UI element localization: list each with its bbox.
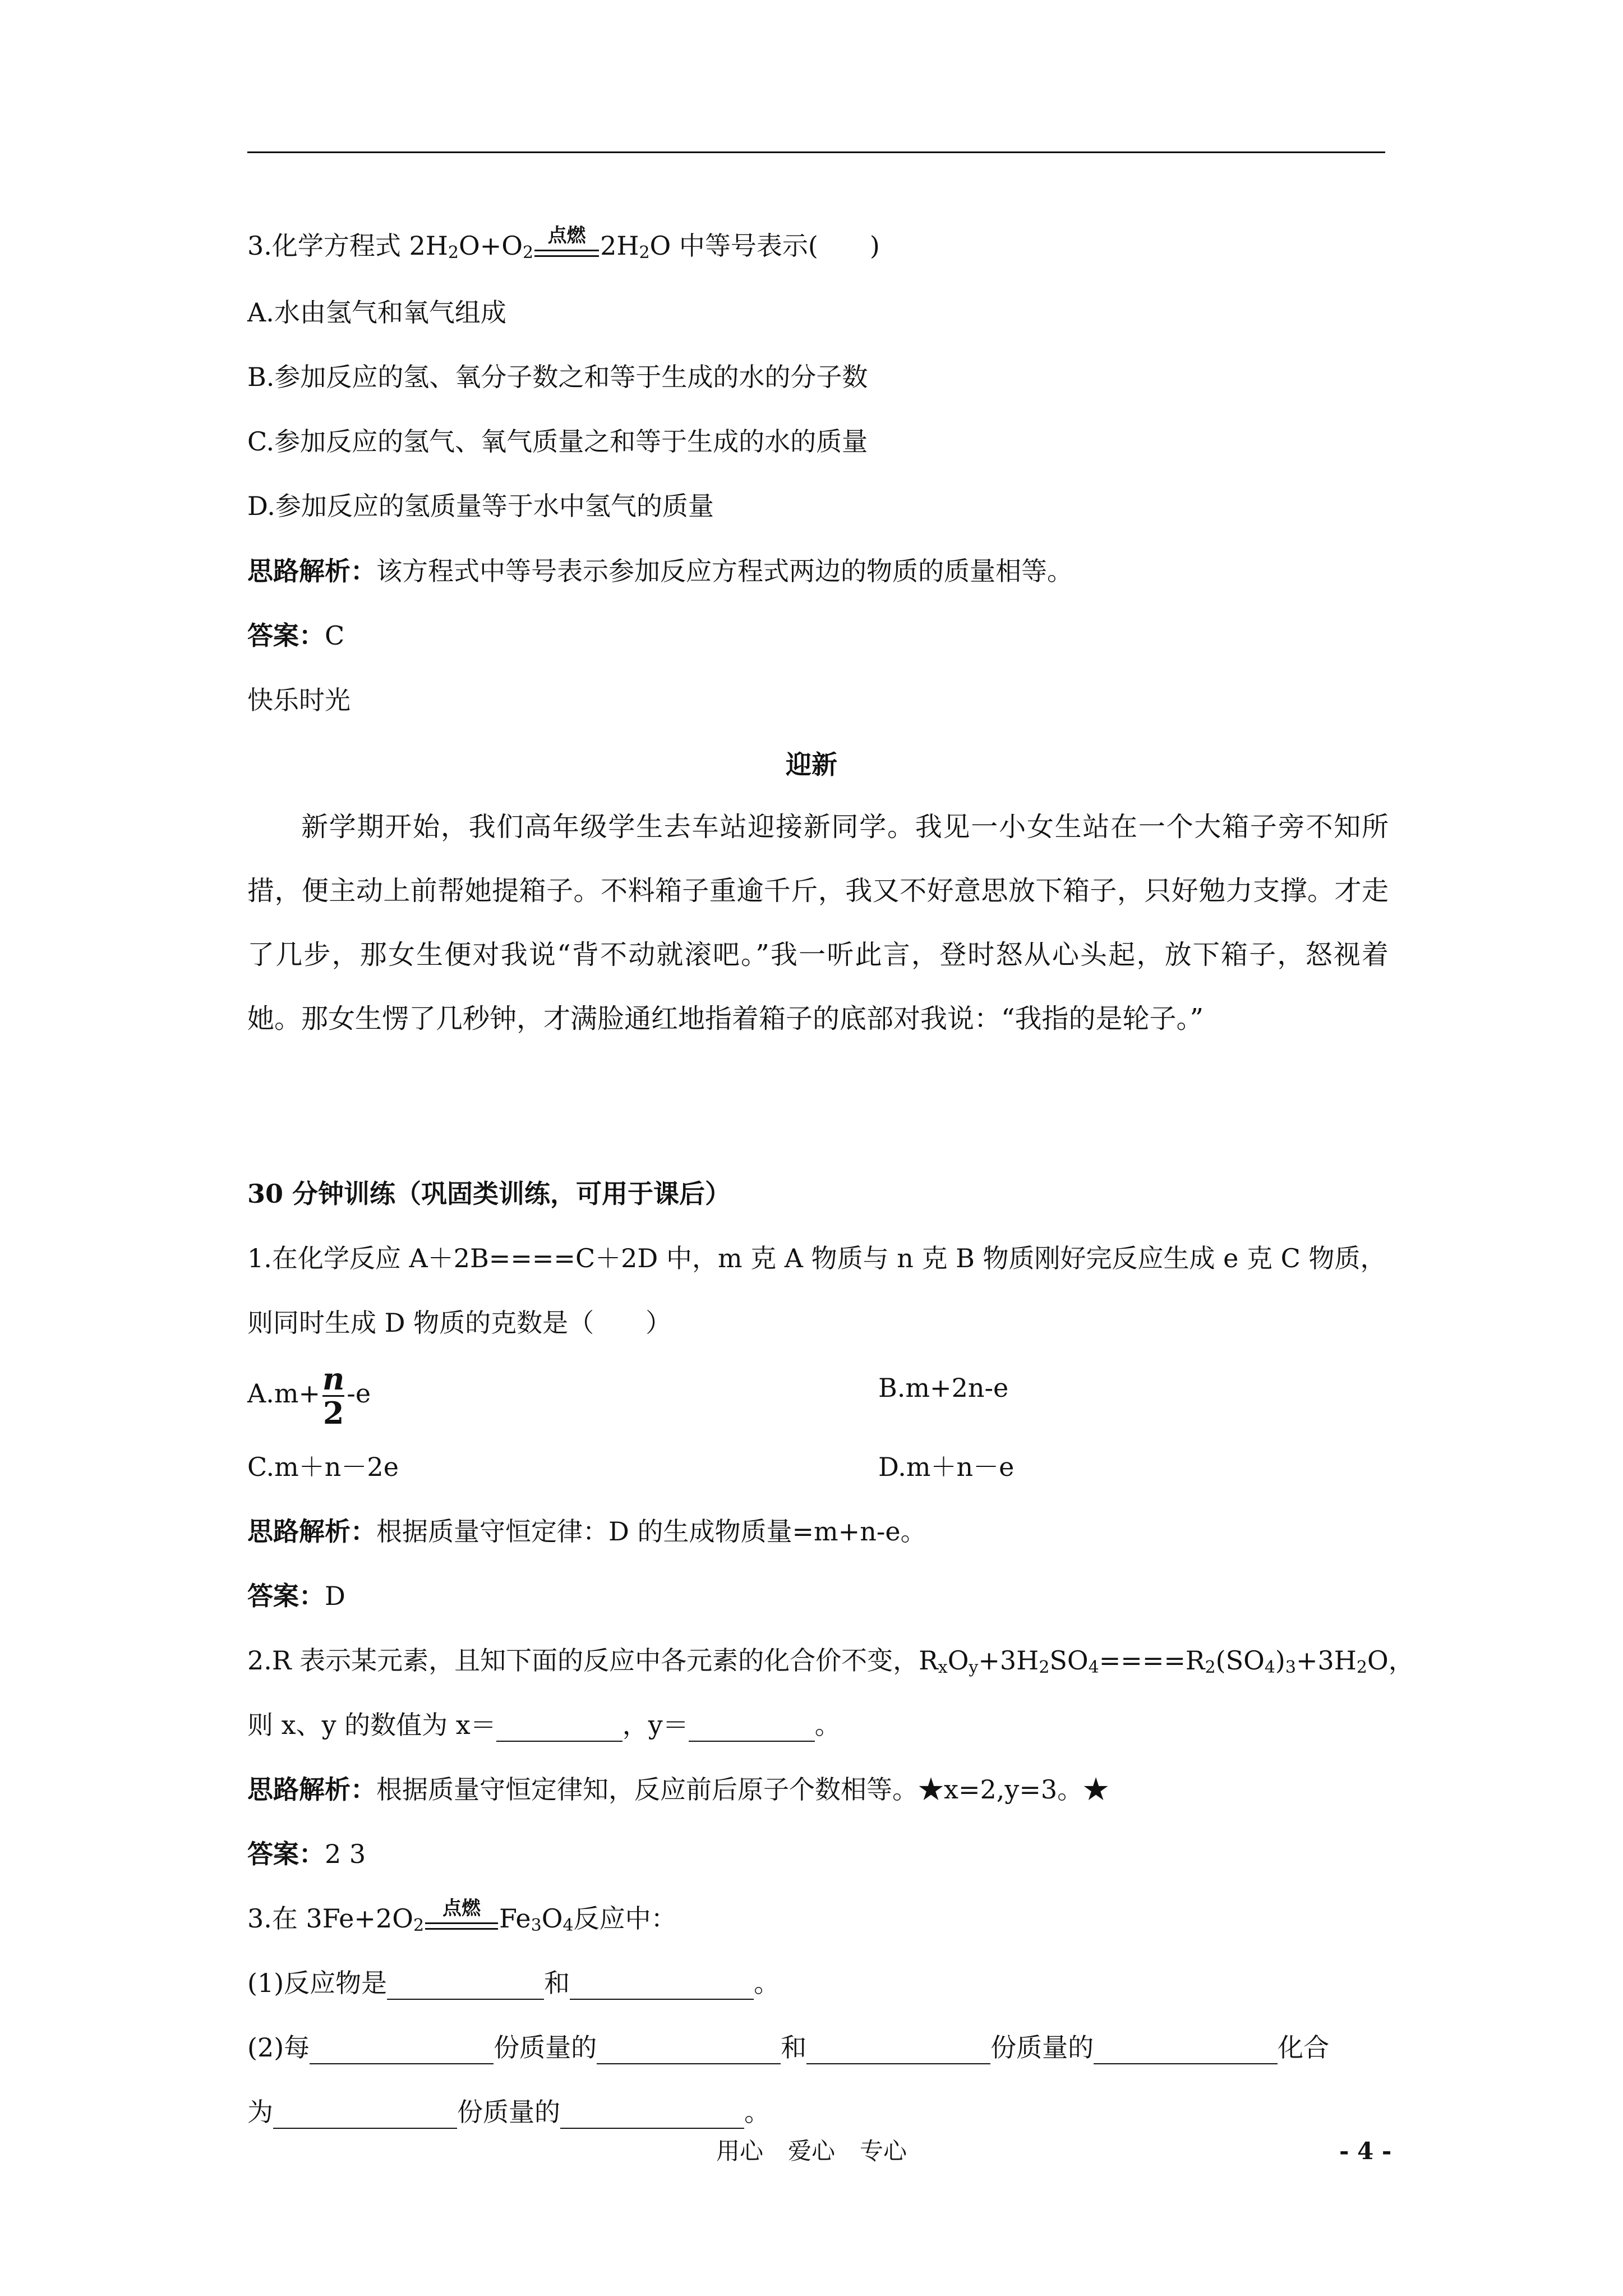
double-equals-sign	[425, 1897, 498, 1943]
section-heading: 30 分钟训练（巩固类训练，可用于课后）	[247, 1179, 731, 1209]
q1-option-d: D.m＋n－e	[878, 1452, 1015, 1482]
option-b: B.参加反应的氢、氧分子数之和等于生成的水的分子数	[247, 362, 868, 392]
q3-equation-line: 3.化学方程式 $2H_2O+O_2$ 点燃 $2H_2O$ 中等号表示( )	[247, 229, 880, 270]
answer-label: 答案：	[247, 1581, 325, 1611]
fraction: $\frac{n}{2}$	[322, 1360, 345, 1431]
footer-item: 爱心	[787, 2137, 835, 2165]
option-d: D.参加反应的氢质量等于水中氢气的质量	[247, 491, 714, 521]
blank[interactable]	[570, 1971, 754, 2000]
header-rule	[247, 151, 1385, 153]
q2-answer: 答案：2 3	[247, 1839, 366, 1869]
analysis: 思路解析：该方程式中等号表示参加反应方程式两边的物质的质量相等。	[247, 556, 1073, 586]
blank[interactable]	[387, 1971, 544, 2000]
q1-analysis: 思路解析：根据质量守恒定律：D 的生成物质量=m+n-e。	[247, 1516, 926, 1547]
blank-y[interactable]	[689, 1713, 815, 1742]
option-a: A.水由氢气和氧气组成	[247, 297, 506, 328]
footer-item: 用心	[716, 2137, 763, 2165]
q3-part1: (1)反应物是 和 。	[247, 1966, 780, 2000]
q3-equation-line: 3.在 $3Fe+2O_2$ 点燃 $Fe_3O_4$反应中：	[247, 1902, 677, 1943]
footer-item: 专心	[860, 2137, 907, 2165]
reaction-condition: 点燃	[442, 1897, 481, 1920]
analysis-label: 思路解析：	[247, 556, 376, 586]
story-title: 迎新	[786, 749, 837, 780]
q1-option-b: B.m+2n-e	[878, 1373, 1009, 1403]
blank[interactable]	[560, 2100, 744, 2129]
q1-line1: 1.在化学反应 A＋2B====C＋2D 中，m 克 A 物质与 n 克 B 物质刚好完反应生成 e 克 C 物质，	[247, 1243, 1386, 1273]
q2-line2: 则 x、y 的数值为 x＝ ，y＝ 。	[247, 1708, 841, 1742]
analysis-label: 思路解析：	[247, 1516, 376, 1547]
blank-x[interactable]	[496, 1713, 623, 1742]
answer: 答案：C	[247, 620, 345, 651]
answer-label: 答案：	[247, 620, 325, 651]
q1-line2: 则同时生成 D 物质的克数是（ ）	[247, 1308, 672, 1338]
page-number: - 4 -	[1339, 2137, 1392, 2165]
answer-label: 答案：	[247, 1839, 325, 1869]
blank[interactable]	[597, 2035, 781, 2064]
happy-time-heading: 快乐时光	[247, 685, 351, 715]
blank[interactable]	[310, 2035, 494, 2064]
double-equals-sign	[534, 224, 599, 270]
q2-analysis: 思路解析：根据质量守恒定律知，反应前后原子个数相等。★x=2,y=3。★	[247, 1774, 1109, 1805]
blank[interactable]	[1094, 2035, 1278, 2064]
reaction-condition: 点燃	[547, 224, 586, 247]
q3-part3: 为 份质量的 。	[247, 2095, 770, 2129]
blank[interactable]	[806, 2035, 990, 2064]
q2-line1: 2.R 表示某元素，且知下面的反应中各元素的化合价不变，$R_xO_y+3H_2SO_4====R_2(SO_4)_3+3H_2O$，	[247, 1645, 1414, 1677]
q1-option-a: $A.m+\frac{n}{2}$ -e	[247, 1360, 371, 1431]
q1-option-c: C.m＋n－2e	[247, 1452, 399, 1482]
analysis-label: 思路解析：	[247, 1774, 376, 1805]
blank[interactable]	[273, 2100, 457, 2129]
option-c: C.参加反应的氢气、氧气质量之和等于生成的水的质量	[247, 426, 868, 457]
story-body: 新学期开始，我们高年级学生去车站迎接新同学。我见一小女生站在一个大箱子旁不知所措，便主动上前帮她提箱子。不料箱子重逾千斤，我又不好意思放下箱子，只好勉力支撑。才走了几步，那女生便对我说“背不动就滚吧。”我一听此言，登时怒从心头起，放下箱子，怒视着她。那女生愣了几秒钟，才满脸通红地指着箱子的底部对我说：“我指的是轮子。”	[247, 811, 1389, 1034]
q3-part2: (2)每 份质量的 和 份质量的 化合	[247, 2031, 1329, 2064]
q1-answer: 答案：D	[247, 1581, 345, 1611]
